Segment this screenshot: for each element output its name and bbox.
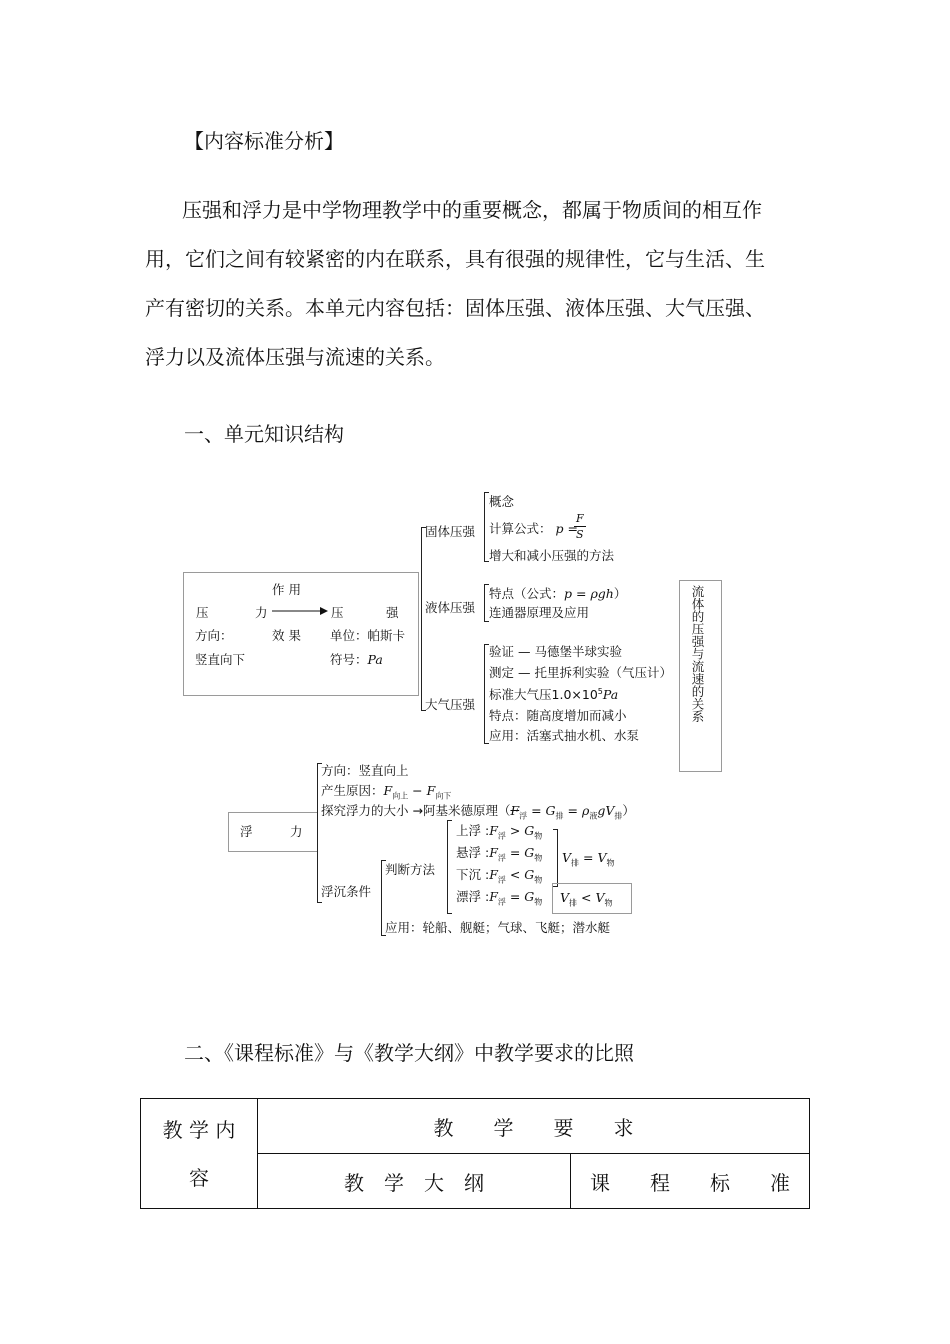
atmos-item: 验证 — 马德堡半球实验 [489, 644, 622, 659]
case-sinking: 下沉 $:F_浮 < G_物$ [456, 867, 543, 885]
formula-numerator: F [576, 512, 584, 525]
buoyancy-item: 探究浮力的大小 →阿基米德原理$(F_浮 = G_排 = \rho_液gV_排)$ [321, 803, 635, 821]
direction-value: 竖直向下 [195, 652, 246, 667]
liquid-item: 特点（公式：p = ρgh） [489, 586, 627, 601]
intro-line: 产有密切的关系。本单元内容包括：固体压强、液体压强、大气压强、 [145, 296, 765, 320]
intro-paragraph [145, 186, 765, 382]
volume-brace [553, 829, 558, 887]
case-floating: 漂浮 $:F_浮 = G_物$ [456, 889, 543, 907]
solid-item: 概念 [489, 494, 515, 509]
atmos-pressure-label: 大气压强 [425, 697, 476, 712]
buoyancy-item: 产生原因：$F_{向上} - F_{向下}$ [321, 783, 452, 801]
intro-line: 用，它们之间有较紧密的内在联系，具有很强的规律性，它与生活、生 [145, 247, 765, 271]
volume-less: $V_排 < V_物$ [560, 890, 613, 908]
judge-brace [447, 820, 452, 914]
pressure-label: 压 [331, 605, 344, 620]
formula-denominator: S [576, 528, 584, 541]
table-header-syllabus: 教 学 大 纲 [258, 1154, 571, 1209]
effect-label: 效 果 [272, 628, 301, 643]
heading-knowledge-structure: 一、单元知识结构 [184, 422, 344, 446]
table-header-content: 教 学 内 容 [141, 1099, 258, 1209]
requirements-table [140, 1098, 810, 1209]
intro-line: 浮力以及流体压强与流速的关系。 [145, 345, 445, 369]
action-label: 作 用 [272, 582, 301, 597]
solid-pressure-label: 固体压强 [425, 524, 476, 539]
judge-method-label: 判断方法 [385, 862, 436, 877]
volume-equal: $V_排 = V_物$ [562, 850, 615, 868]
buoyancy-item: 方向：竖直向上 [321, 763, 409, 778]
atmos-item: 应用：活塞式抽水机、水泵 [489, 728, 640, 743]
section-title: 【内容标准分析】 [184, 129, 344, 153]
atmos-item: 标准大气压$1.0\times 10^5Pa$ [489, 686, 619, 702]
case-suspended: 悬浮 $:F_浮 = G_物$ [456, 845, 543, 863]
heading-comparison: 二、《课程标准》与《教学大纲》中教学要求的比照 [184, 1041, 634, 1065]
atmos-item: 特点：随高度增加而减小 [489, 708, 627, 723]
application-label: 应用：轮船、舰艇；气球、飞艇；潜水艇 [385, 920, 611, 935]
fraction-bar [574, 526, 586, 527]
force-label: 压 [196, 605, 209, 620]
buoyancy-item: 浮沉条件 [321, 884, 372, 899]
solid-item: 增大和减小压强的方法 [489, 548, 615, 563]
case-rising: 上浮 $:F_浮 > G_物$ [456, 823, 543, 841]
buoyancy-label-2: 力 [290, 824, 303, 839]
fluid-box-text: 流体的压强与流速的关系 [690, 585, 705, 723]
arrow-icon [270, 605, 330, 617]
table-header-requirements: 教 学 要 求 [258, 1099, 810, 1154]
liquid-item: 连通器原理及应用 [489, 605, 590, 620]
pressure-label-2: 强 [386, 605, 399, 620]
direction-label: 方向： [195, 628, 233, 643]
symbol-label: 符号：Pa [330, 652, 383, 667]
atmos-item: 测定 — 托里拆利实验（气压计） [489, 665, 672, 680]
table-header-standard: 课 程 标 准 [571, 1154, 810, 1209]
unit-label: 单位：帕斯卡 [330, 628, 406, 643]
liquid-pressure-label: 液体压强 [425, 600, 476, 615]
solid-item: 计算公式： p = [489, 521, 578, 536]
intro-line: 压强和浮力是中学物理教学中的重要概念，都属于物质间的相互作 [182, 198, 762, 222]
buoyancy-label: 浮 [240, 824, 253, 839]
force-label-2: 力 [255, 605, 268, 620]
pressure-brace [421, 527, 426, 711]
